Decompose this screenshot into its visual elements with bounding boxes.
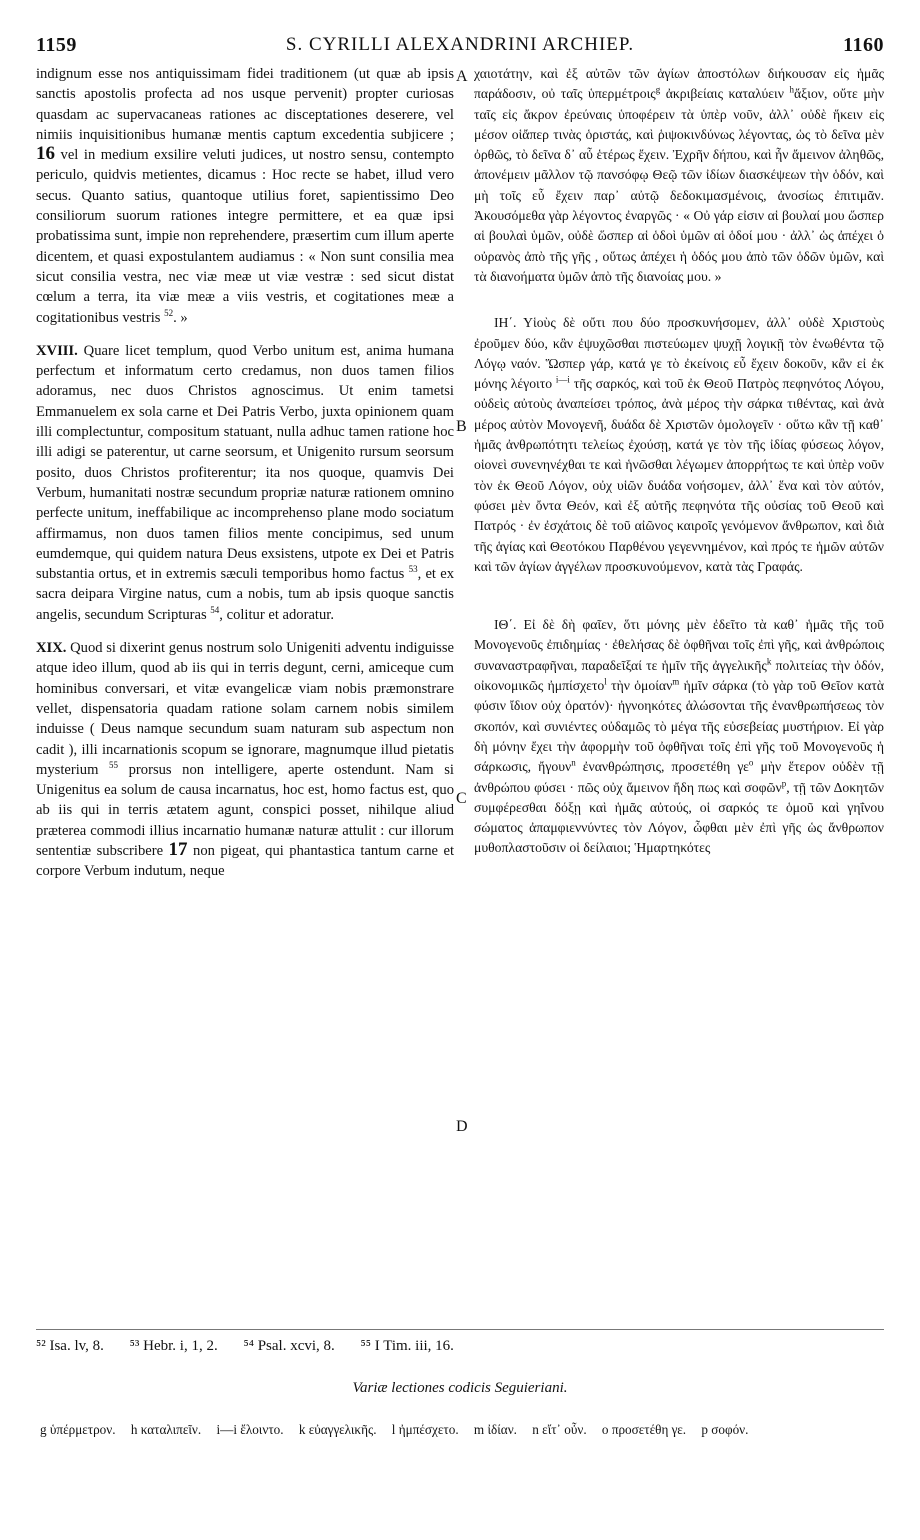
latin-text: non pigeat, qui phantastica tantum carne et corpore Verbum indutum, neque xyxy=(36,842,455,880)
section-number: ΙΘ΄. xyxy=(494,617,517,633)
greek-text: μὴν ἕτερον οὐδὲν τῇ ἀνθρώπου φύσει · πῶς οὐχ ἄμεινον ἤδη πως καὶ σοφῶν xyxy=(474,759,885,795)
footnote: ⁵⁵ I Tim. iii, 16. xyxy=(360,1338,454,1354)
variant-reading: h καταλιπεῖν. xyxy=(130,1422,202,1437)
variant-ref: m xyxy=(672,676,680,687)
greek-text: τῆς σαρκός, καὶ τοῦ ἐκ Θεοῦ Πατρὸς πεφηνότος Λόγου, οὐδεὶς αὐτοὺς ἀναπείσει τρόπος, ἀνὰ μέρος τὴν σάρκα τιθέντας, καὶ ἀνὰ μέρος αὐτὸν Μονογενῆ, δυάδα δὲ Χριστῶν ὁμολογεῖν · οὕτω κἂν τῇ καθ᾽ ἡμᾶς ἀνθρωπότητι τελείως ἐχούσῃ, κατά γε τὸν τῆς ἰδίας φύσεως λόγον, οἱονεὶ συνενηνέχθαι τε καὶ ἡνῶσθαι λέγωμεν ἀπορρήτως τε καὶ ὑπὲρ νοῦν τὸν ἐκ Θεοῦ Λόγον, οὐχ υἱῶν δυάδα νοήσομεν, ἀλλ᾽ ἕνα καὶ τὸν αὐτόν, φύσει μὲν ὄντα Θεόν, καὶ ἐξ αὐτῆς πεφηνότα τῆς οὐσίας τοῦ Θεοῦ καὶ Πατρός · ἐν ἐσχάτοις δὲ τοῦ αἰῶνος καιροῖς γενόμενον ἄνθρωπον, καὶ διὰ τῆς ἁγίας καὶ Θεοτόκου Παρθένου γεγεννημένον, καὶ πρός τε ἡμῶν αὐτῶν καὶ τῶν ἁγίων ἀγγέλων προσκυνούμενον, κατὰ τὰς Γραφάς. xyxy=(474,376,884,574)
footnote-ref: 54 xyxy=(210,604,220,615)
page-header xyxy=(36,34,884,64)
variant-ref: n xyxy=(571,757,576,768)
footnote-ref: 52 xyxy=(164,307,174,318)
greek-section-19 xyxy=(474,615,884,859)
variant-reading: l ἠμπέσχετο. xyxy=(391,1422,459,1437)
latin-section-19 xyxy=(36,638,454,882)
variant-ref: p xyxy=(781,777,787,788)
variant-ref: g xyxy=(655,84,661,95)
latin-text: Quare licet templum, quod Verbo unitum est, anima humana perfectum et informatum certo credamus, non duos tamen filios adoramus, nec duos Christos agnoscimus. Ut enim tametsi Emmanuelem ex sola carne et Dei Patris Verbo, juxta opinionem quam illi complectuntur, compositum statuant, nulla adhuc tamen ratione hoc illi adigi se paterentur, ut carne seorsum, et Unigenito rursum seorsum posito, duos Christos profiterentur; ita nos quoque, quamvis Dei Verbum, humanitati nostræ secundum propriæ naturæ rationem omnino perfecte unitum, ineffabilique ac incomprehenso plane modo sociatum affirmamus, non duos tamen filios mente concipimus, sed unum eumdemque, qui quidem natura Deus exsistens, utpote ex Dei et Patris substantia ortus, et in extremis sæculi temporibus homo factus xyxy=(36,342,454,583)
variant-ref: k xyxy=(766,656,772,667)
latin-text: prorsus non intelligere, aperte ostendunt. Nam si Unigenitus ea solum de causa incarnatus, hoc est, homo factus est, quo ab iis qui in terris ætatem agunt, conspici posset, nihilque aliud præterea commodi illius incarnatio humanæ naturæ attulit : cur illorum sententiæ subscribere xyxy=(36,761,454,859)
margin-letter-c: C xyxy=(456,790,467,807)
footnote-ref: 53 xyxy=(408,564,418,575)
variant-reading: n εἴτ᾽ οὖν. xyxy=(532,1422,587,1437)
variant-reading: m ἰδίαν. xyxy=(473,1422,517,1437)
variant-ref: l xyxy=(604,676,607,687)
latin-text: vel in medium exsilire veluti judices, ut nostro sensu, contempto periculo, quidvis metientes, dicamus : Hoc recte se habet, illud vero secus. Quanto satius, quantoque utilius foret, sapientissimo Deo consiliorum suorum rationes integre permittere, et ea quæ ipsi probatissima sunt, impie non reprehendere, præsertim cum illum aperte dicentem, et quasi expostulantem audiamus : « Non sunt consilia mea sicut consilia vestra, nec viæ meæ ut viæ vestræ : sed sicut distat cœlum a terra, ita viæ meæ a viis vestris, et cogitationes meæ a cogitationibus vestris xyxy=(36,147,454,326)
latin-text: , et ex sacra deipara Virgine natus, cum a nobis, tum ab ipsis quoque sanctis angelis, secundum Scripturas xyxy=(36,566,454,623)
variants-title: Variæ lectiones codicis Seguieriani. xyxy=(352,1380,568,1396)
margin-letter-d: D xyxy=(456,1118,468,1135)
margin-letter-b: B xyxy=(456,418,467,435)
column-number: 16 xyxy=(36,143,55,165)
greek-text: ἐνανθρώπησις, προσετέθη γε xyxy=(582,759,749,775)
footnote: ⁵² Isa. lv, 8. xyxy=(36,1338,104,1354)
variant-readings xyxy=(40,1420,880,1440)
greek-text: , τῇ τῶν Δοκητῶν συμφέρεσθαι δόξῃ καὶ ἡμᾶς αὐτούς, οἱ σαρκός τε ὁμοῦ καὶ γηΐνου σώματος ἀπαμφιεννύντες τὸν Λόγον, ὦφθαι μὲν ἐπὶ γῆς ὡς ἄνθρωπον μυθοπλαστοῦσιν οἱ δείλαιοι; Ἡμαρτηκότες xyxy=(474,779,884,856)
greek-text: ἀκριβείαις καταλύειν xyxy=(665,86,784,102)
variant-reading: p σοφόν. xyxy=(701,1422,749,1437)
section-number: XVIII. xyxy=(36,342,78,359)
variant-ref: o xyxy=(748,757,754,768)
variant-reading: g ὑπέρμετρον. xyxy=(40,1422,116,1437)
column-number: 17 xyxy=(168,838,188,860)
greek-text: Εἰ δὲ δὴ φαῖεν, ὅτι μόνης μὲν ἐδεῖτο τὰ καθ᾽ ἡμᾶς τῆς τοῦ Μονογενοῦς ἐπιδημίας · ἐθελήσας δὲ ὀφθῆναι τοῖς ἐπὶ γῆς, καὶ ἀνθρώποις συναναστραφῆναι, παραδεῖξαί τε ἡμῖν τῆς ἀγγελικῆς xyxy=(474,617,885,673)
greek-text: χαιοτάτην, καὶ ἐξ αὐτῶν τῶν ἁγίων ἀποστόλων διήκουσαν εἰς ἡμᾶς παράδοσιν, οὐ ταῖς ὑπερμέτροις xyxy=(474,66,884,102)
running-title: S. CYRILLI ALEXANDRINI ARCHIEP. xyxy=(285,34,635,55)
latin-section-18 xyxy=(36,341,454,625)
latin-text: . » xyxy=(173,309,188,326)
variant-ref: h xyxy=(789,84,794,95)
section-number: ΙΗ΄. xyxy=(494,315,517,331)
footnote: ⁵⁴ Psal. xcvi, 8. xyxy=(243,1338,335,1354)
latin-text: Quod si dixerint genus nostrum solo Unigeniti adventu indiguisse atque ideo illum, quod ab iis qui in terris degunt, cerni, amiceque cum hominibus conversari, et vitæ evangelicæ viam nobis præmonstrare vellet, dispensatoria quadam ratione solam carnem nobis similem induisse ( Deus namque secundum suam naturam sub aspectum non cadit ), illi incarnationis scopum se ignorare, magnumque illud pietatis mysterium xyxy=(36,640,454,778)
footnotes xyxy=(36,1338,884,1355)
margin-letter-a: A xyxy=(456,68,468,85)
greek-section-18 xyxy=(474,313,884,577)
footnote-ref: 55 xyxy=(109,759,119,770)
variant-reading: k εὐαγγελικῆς. xyxy=(298,1422,377,1437)
variant-ref: i—i xyxy=(555,374,570,385)
latin-paragraph xyxy=(36,64,454,328)
variant-reading: o προσετέθη γε. xyxy=(601,1422,687,1437)
section-number: XIX. xyxy=(36,640,67,657)
footnote-rule xyxy=(36,1329,884,1330)
page-number-right: 1160 xyxy=(843,34,884,56)
page-number-left: 1159 xyxy=(36,34,77,56)
greek-text: τὴν ὁμοίαν xyxy=(611,678,673,694)
greek-text: ἡμῖν σάρκα (τὸ γὰρ τοῦ Θεῖον κατὰ φύσιν ἴδιον οὐχ ὁρατόν)· ἠγνοηκότες ἁλώσονται τῆς ἐνανθρωπήσεως τὸν σκοπόν, καὶ συνιέντες οὐδαμῶς τὸ μέγα τῆς εὐσεβείας μυστήριον. Εἰ γὰρ δὴ μόνην ἔχει τὴν ἀφορμὴν τοῦ ὀφθῆναι τοῖς ἐπὶ γῆς τοῦ Μονογενοῦς ἡ σάρκωσις, ἤγουν xyxy=(474,678,884,775)
footnote: ⁵³ Hebr. i, 1, 2. xyxy=(129,1338,218,1354)
greek-text: ἄξιον, οὔτε μὴν ταῖς εἰς ἄκρον ἐρεύναις ὑποφέρειν τὰ ὑπὲρ νοῦν, ἀλλ᾽ οὐδὲ ἥκειν εἰς μέσον οἱἄπερ τινὰς ὁριστάς, καὶ ῥιψοκινδύνως λέγοντας, ὡς τὸ δεῖνα μὲν ὀρθῶς, τὸ δεῖνα δ᾽ αὖ ἑτέρως ἔχειν. Ἐχρῆν δήπου, καὶ ἦν ἄμεινον ἀληθῶς, ἀπονέμειν μᾶλλον τῷ πανσόφῳ Θεῷ τῶν ἰδίων διασκέψεων τὴν ὁδόν, καὶ μὴ τοῖς εὖ ἔχειν παρ᾽ αὐτῷ δεδοκιμασμένοις, ἀνοσίως ἐπιτιμᾶν. Ἀκουσόμεθα γὰρ λέγοντος ἐναργῶς · « Οὐ γάρ εἰσιν αἱ βουλαί μου ὥσπερ αἱ βουλαὶ ὑμῶν, οὐδὲ ὥσπερ αἱ ὁδοὶ ὑμῶν αἱ ὁδοί μου · ἀλλ᾽ ὡς ἀπέχει ὁ οὐρανὸς ἀπὸ τῆς γῆς , οὕτως ἀπέχει ἡ ὁδός μου ἀπὸ τῶν ὁδῶν ὑμῶν, καὶ τὰ διανοήματα ὑμῶν ἀπὸ τῆς διανοίας μου. » xyxy=(474,86,885,284)
greek-text: Υἱοὺς δὲ οὔτι που δύο προσκυνήσομεν, ἀλλ᾽ οὐδὲ Χριστοὺς ἐροῦμεν δύο, κἂν ἐψυχῶσθαι πιστεύωμεν ψυχῇ λογικῇ τὸν ἑνωθέντα τῷ Λόγῳ ναόν. Ὥσπερ γάρ, κατά γε τὸ ἐκείνοις εὖ ἔχειν δοκοῦν, κἂν εἰ ἐκ μόνης λέγοιτο xyxy=(474,315,884,392)
greek-text: πολιτείας τὴν ὁδόν, οἰκονομικῶς ἠμπίσχετο xyxy=(474,657,885,694)
greek-paragraph xyxy=(474,64,884,287)
greek-column xyxy=(474,64,884,859)
variant-reading: i—i ἔλοιντο. xyxy=(216,1422,284,1437)
latin-text: indignum esse nos antiquissimam fidei traditionem (ut quæ ab ipsis sanctis apostolis profecta ad nos usque pervenit) propter curiosas quasdam ac supervacaneas rationes ac disceptationes deserere, vel nimiis inquisitionibus humanæ mentis captum excedentia subjicere ; xyxy=(36,66,454,143)
latin-text: , colitur et adoratur. xyxy=(219,606,334,623)
latin-column xyxy=(36,64,454,882)
